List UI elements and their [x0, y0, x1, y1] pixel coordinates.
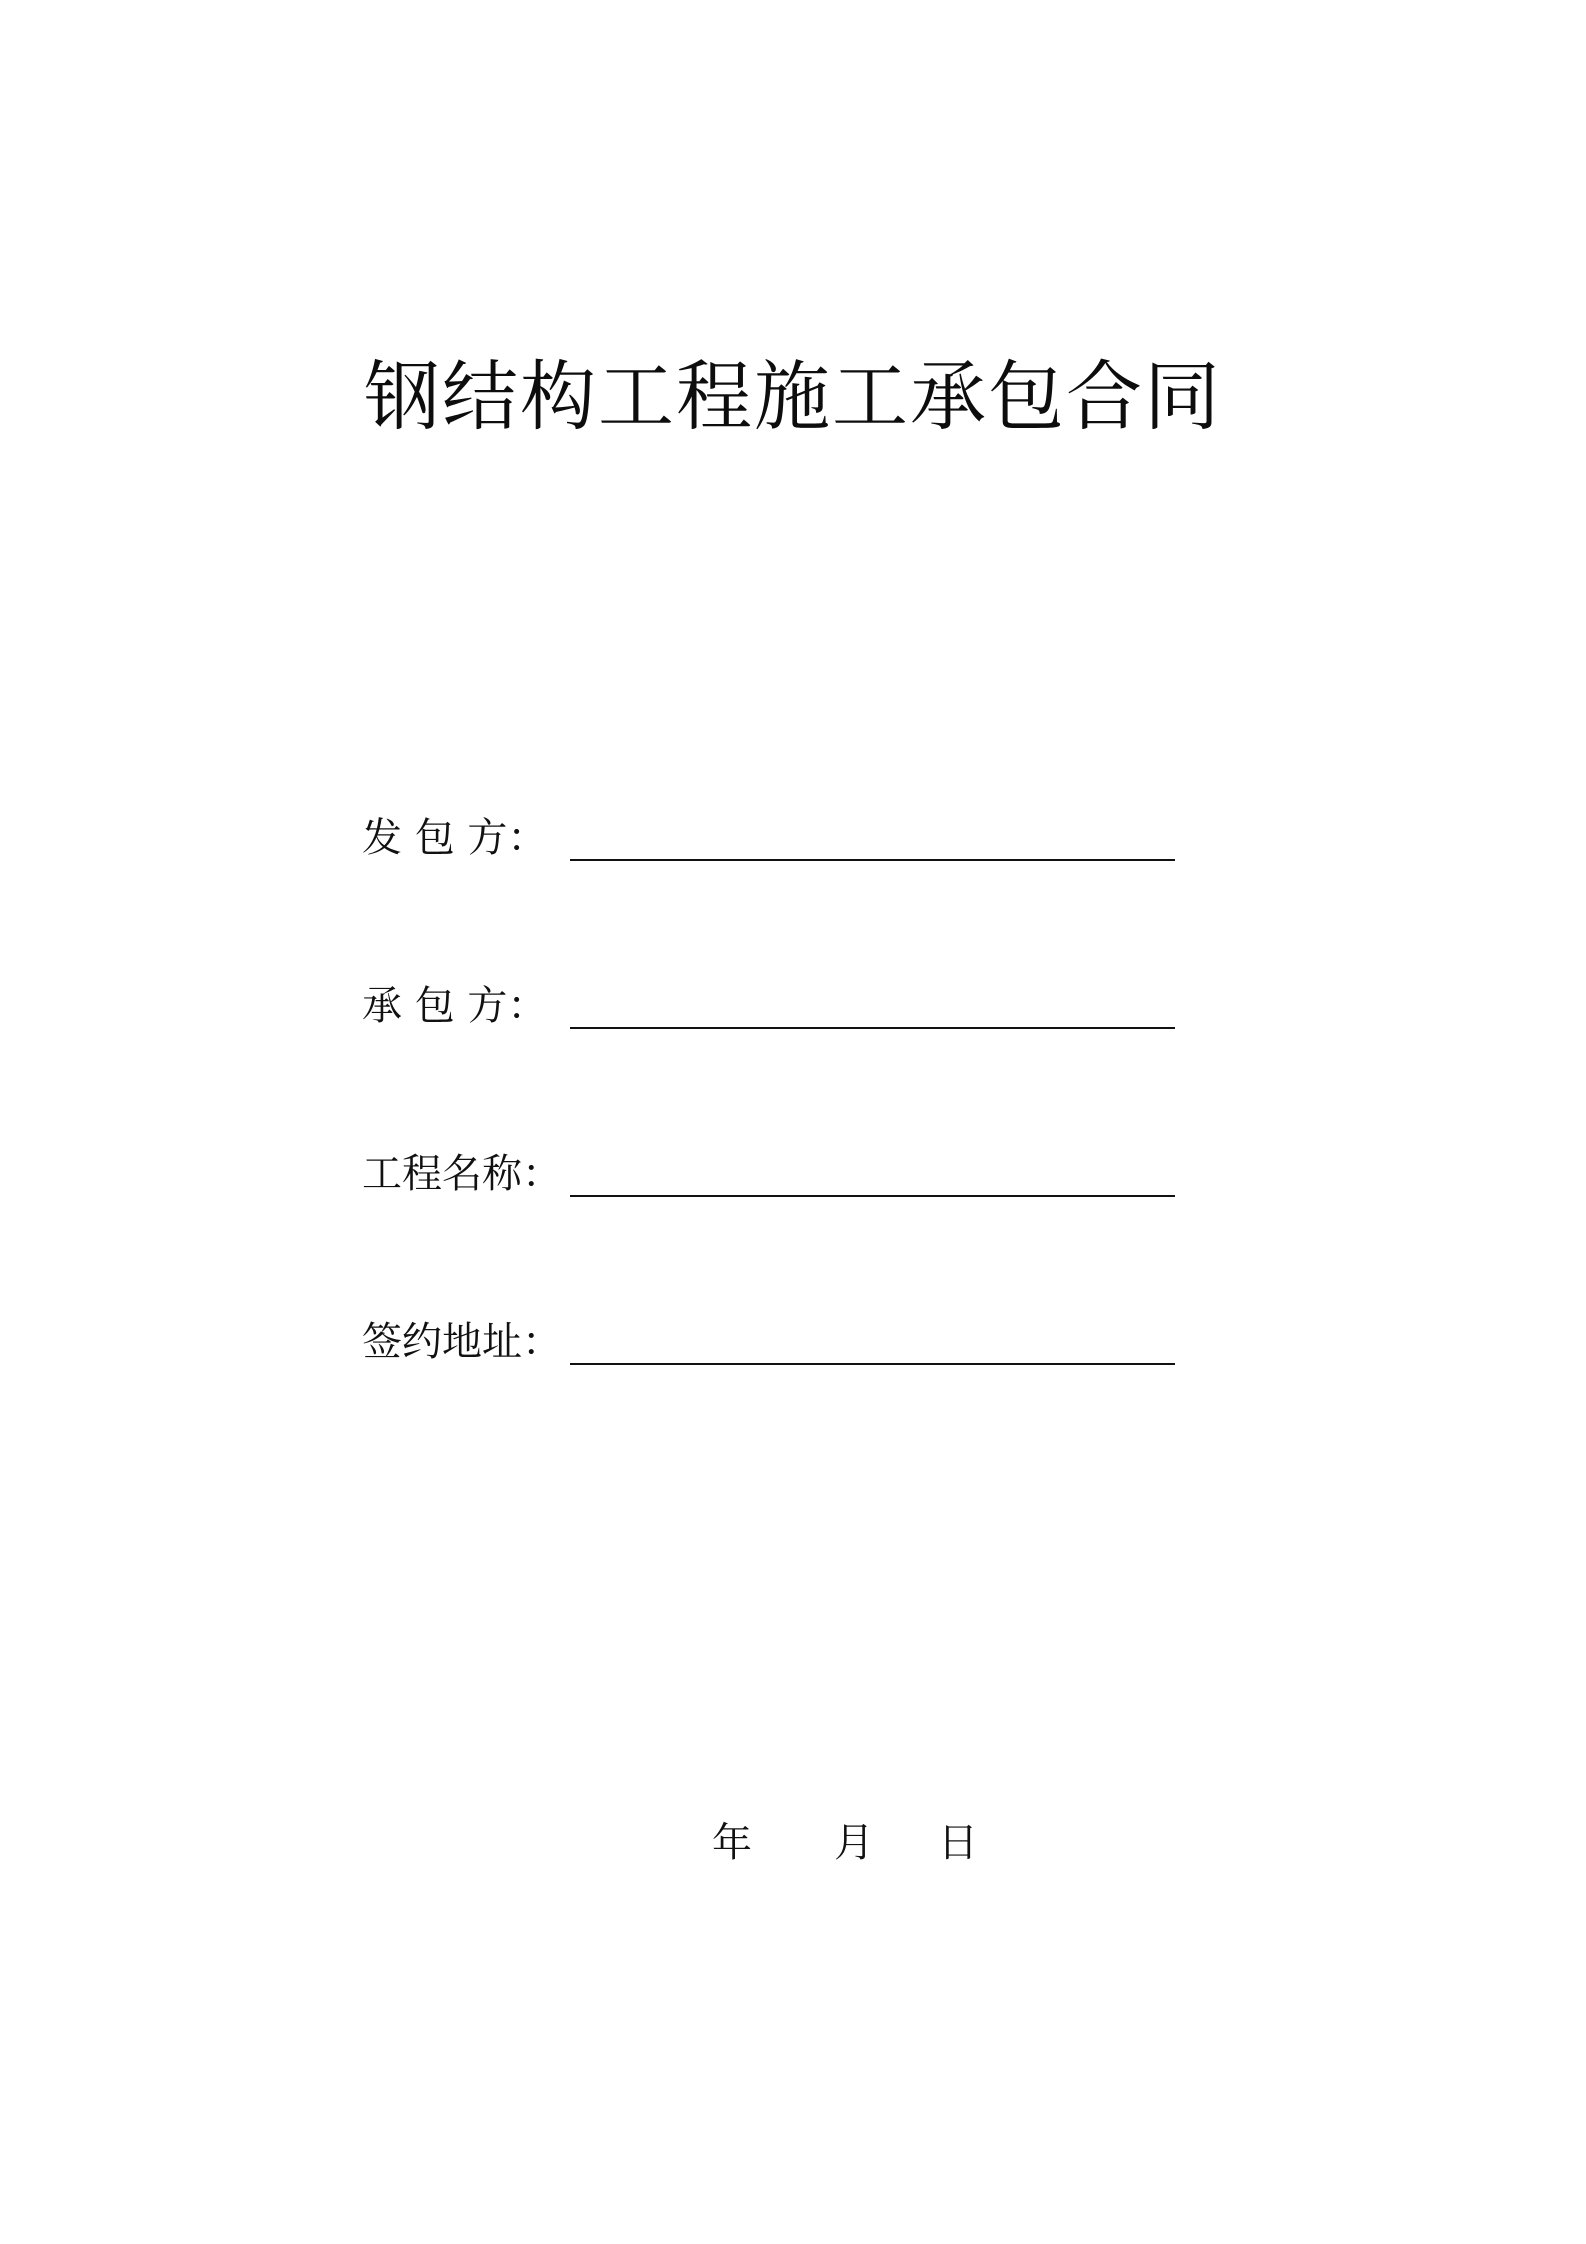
- field-blank-signing-address[interactable]: [570, 1363, 1175, 1365]
- field-blank-project-name[interactable]: [570, 1195, 1175, 1197]
- date-year-label: 年: [712, 1820, 752, 1866]
- date-day-label: 日: [938, 1820, 978, 1866]
- page-title: 钢结构工程施工承包合同: [364, 352, 1222, 441]
- field-employer: [362, 793, 1175, 863]
- field-contractor: [362, 961, 1175, 1031]
- field-label-signing-address: 签约地址：: [362, 1319, 562, 1365]
- field-label-employer: 发 包 方：: [362, 815, 548, 861]
- field-blank-contractor[interactable]: [570, 1027, 1175, 1029]
- field-project-name: [362, 1129, 1175, 1199]
- field-signing-address: [362, 1297, 1175, 1367]
- field-label-project-name: 工程名称：: [362, 1151, 562, 1197]
- field-label-contractor: 承 包 方：: [362, 983, 548, 1029]
- field-blank-employer[interactable]: [570, 859, 1175, 861]
- date-month-label: 月: [834, 1820, 874, 1866]
